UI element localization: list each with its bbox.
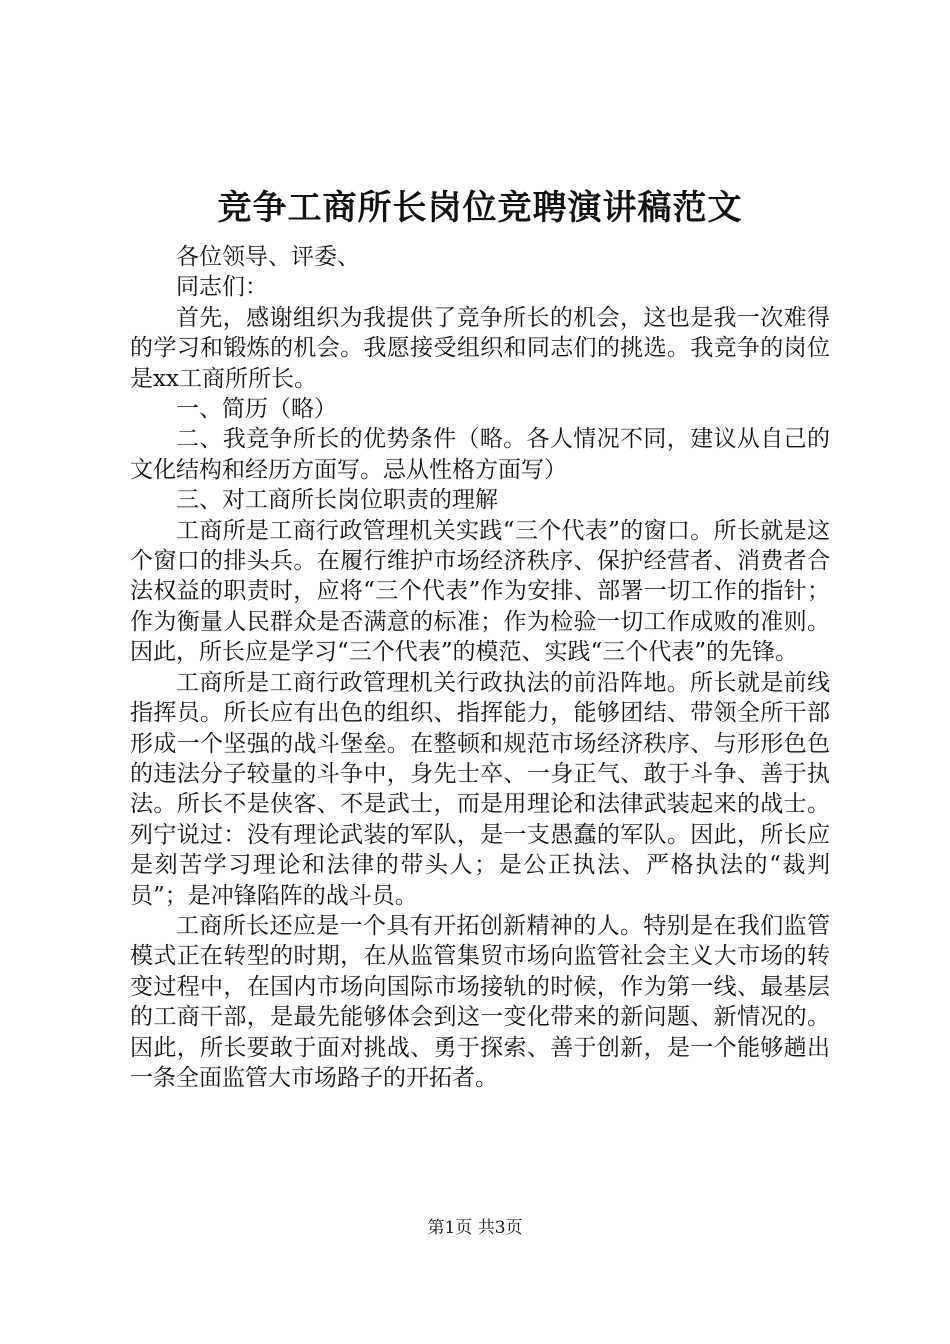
paragraph-window: 工商所是工商行政管理机关实践“三个代表”的窗口。所长就是这个窗口的排头兵。在履行维护市场经济秩序、保护经营者、消费者合法权益的职责时，应将“三个代表”作为安排、部署一切工作的指针；作为衡量人民群众是否满意的标准；作为检验一切工作成败的准则。因此，所长应是学习“三个代表”的模范、实践“三个代表”的先锋。 xyxy=(130,517,830,666)
paragraph-salutation-2: 同志们： xyxy=(176,274,268,301)
document-title: 竞争工商所长岗位竞聘演讲稿范文 xyxy=(217,188,743,228)
paragraph-frontline: 工商所是工商行政管理机关行政执法的前沿阵地。所长就是前线指挥员。所长应有出色的组织、指挥能力，能够团结、带领全所干部形成一个坚强的战斗堡垒。在整顿和规范市场经济秩序、与形形色色的违法分子较量的斗争中，身先士卒、一身正气、敢于斗争、善于执法。所长不是侠客、不是武士，而是用理论和法律武装起来的战士。列宁说过：没有理论武装的军队，是一支愚蠢的军队。因此，所长应是刻苦学习理论和法律的带头人；是公正执法、严格执法的“裁判员”；是冲锋陷阵的战斗员。 xyxy=(130,669,830,909)
paragraph-section-1: 一、简历（略） xyxy=(176,396,337,423)
paragraph-section-3: 三、对工商所长岗位职责的理解 xyxy=(176,487,498,514)
page-footer: 第1页 共3页 xyxy=(427,1218,523,1238)
paragraph-salutation-1: 各位领导、评委、 xyxy=(176,244,360,270)
paragraph-innovation: 工商所长还应是一个具有开拓创新精神的人。特别是在我们监管模式正在转型的时期，在从监管集贸市场向监管社会主义大市场的转变过程中，在国内市场向国际市场接轨的时候，作为第一线、最基层的工商干部，是最先能够体会到这一变化带来的新问题、新情况的。因此，所长要敢于面对挑战、勇于探索、善于创新，是一个能够趟出一条全面监管大市场路子的开拓者。 xyxy=(130,912,830,1091)
document-page xyxy=(130,180,830,1093)
paragraph-section-2: 二、我竞争所长的优势条件（略。各人情况不同，建议从自己的文化结构和经历方面写。忌从性格方面写） xyxy=(130,426,830,483)
document-body xyxy=(130,242,830,1093)
paragraph-opening: 首先，感谢组织为我提供了竞争所长的机会，这也是我一次难得的学习和锻炼的机会。我愿接受组织和同志们的挑选。我竞争的岗位是xx工商所所长。 xyxy=(130,304,830,392)
